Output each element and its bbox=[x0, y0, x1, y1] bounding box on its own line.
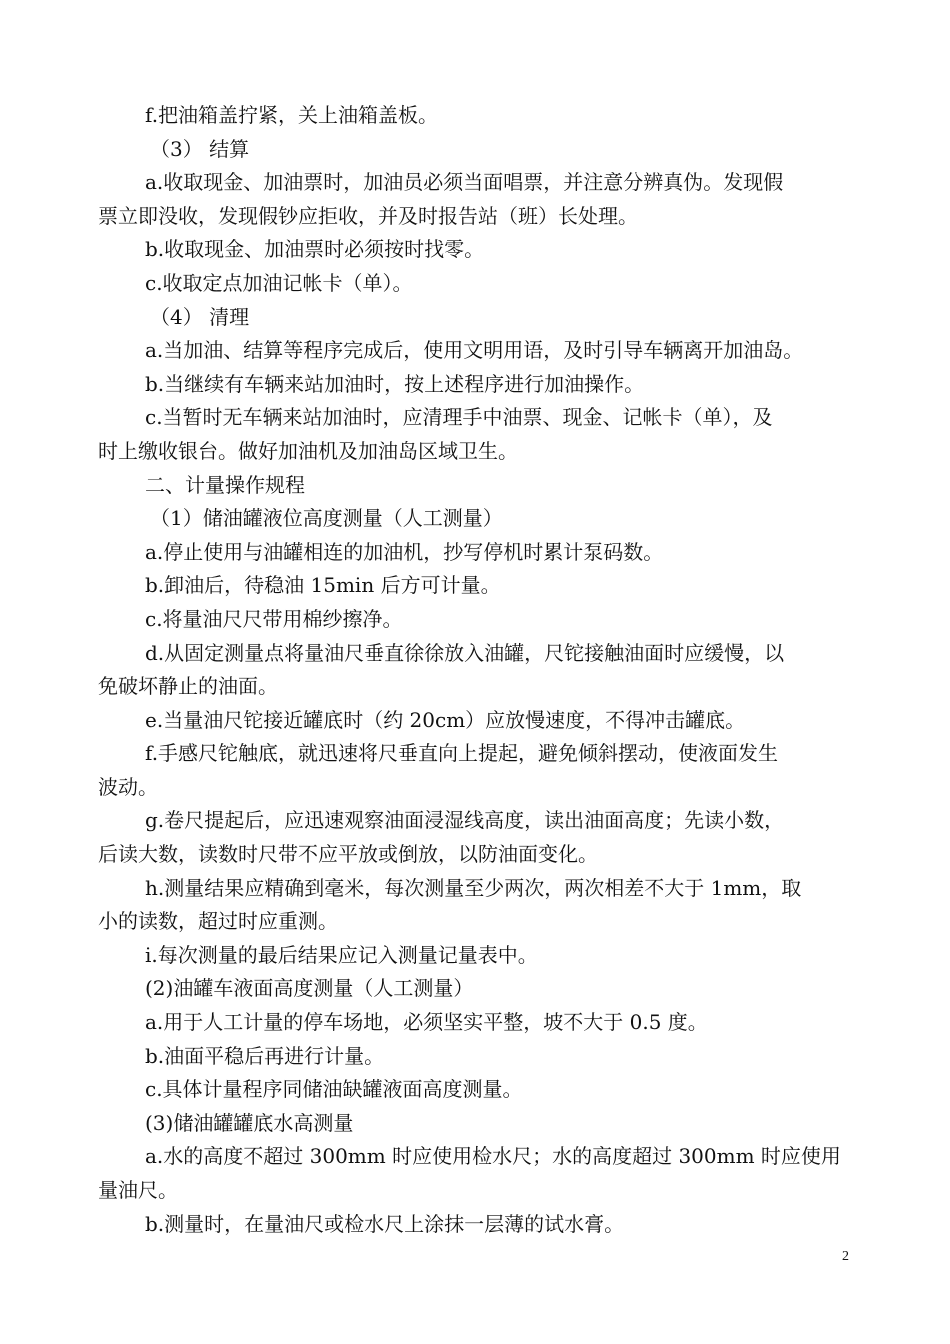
paragraph-line: d.从固定测量点将量油尺垂直徐徐放入油罐，尺铊接触油面时应缓慢，以 bbox=[145, 640, 785, 665]
paragraph-line: e.当量油尺铊接近罐底时（约 20cm）应放慢速度，不得冲击罐底。 bbox=[145, 707, 746, 732]
section-heading: (2)油罐车液面高度测量（人工测量） bbox=[145, 976, 474, 1001]
paragraph-line: 小的读数，超过时应重测。 bbox=[98, 909, 338, 934]
paragraph-line: b.卸油后，待稳油 15min 后方可计量。 bbox=[145, 573, 501, 598]
paragraph-line: 量油尺。 bbox=[98, 1178, 178, 1202]
paragraph-line: g.卷尺提起后，应迅速观察油面浸湿线高度，读出油面高度；先读小数， bbox=[145, 808, 785, 833]
paragraph-line: c.当暂时无车辆来站加油时，应清理手中油票、现金、记帐卡（单），及 bbox=[145, 405, 773, 430]
paragraph-line: a.当加油、结算等程序完成后，使用文明用语，及时引导车辆离开加油岛。 bbox=[145, 338, 804, 363]
section-heading: （1）储油罐液位高度测量（人工测量） bbox=[150, 506, 503, 531]
paragraph-line: 票立即没收，发现假钞应拒收，并及时报告站（班）长处理。 bbox=[98, 203, 638, 228]
paragraph-line: b.油面平稳后再进行计量。 bbox=[145, 1043, 385, 1068]
paragraph-line: f.手感尺铊触底，就迅速将尺垂直向上提起，避免倾斜摆动，使液面发生 bbox=[145, 741, 779, 766]
paragraph-line: a.收取现金、加油票时，加油员必须当面唱票，并注意分辨真伪。发现假 bbox=[145, 170, 784, 195]
paragraph-line: b.测量时，在量油尺或检水尺上涂抹一层薄的试水膏。 bbox=[145, 1211, 625, 1236]
paragraph-line: 时上缴收银台。做好加油机及加油岛区域卫生。 bbox=[98, 438, 518, 463]
page-number: 2 bbox=[842, 1249, 849, 1264]
paragraph-line: i.每次测量的最后结果应记入测量记量表中。 bbox=[145, 942, 538, 967]
paragraph-line: b.收取现金、加油票时必须按时找零。 bbox=[145, 237, 485, 262]
section-heading: (3)储油罐罐底水高测量 bbox=[145, 1110, 354, 1135]
paragraph-line: 后读大数，读数时尺带不应平放或倒放，以防油面变化。 bbox=[98, 842, 598, 867]
section-heading: 二、计量操作规程 bbox=[145, 472, 305, 497]
paragraph-line: a.停止使用与油罐相连的加油机，抄写停机时累计泵码数。 bbox=[145, 539, 664, 564]
paragraph-line: a.水的高度不超过 300mm 时应使用检水尺；水的高度超过 300mm 时应使用 bbox=[145, 1144, 841, 1169]
paragraph-line: a.用于人工计量的停车场地，必须坚实平整，坡不大于 0.5 度。 bbox=[145, 1010, 708, 1035]
paragraph-line: h.测量结果应精确到毫米，每次测量至少两次，两次相差不大于 1mm，取 bbox=[145, 875, 802, 900]
paragraph-line: f.把油箱盖拧紧，关上油箱盖板。 bbox=[145, 103, 439, 127]
section-heading: （4） 清理 bbox=[150, 304, 250, 329]
paragraph-line: c.收取定点加油记帐卡（单）。 bbox=[145, 270, 413, 295]
paragraph-line: b.当继续有车辆来站加油时，按上述程序进行加油操作。 bbox=[145, 371, 645, 396]
paragraph-line: c.将量油尺尺带用棉纱擦净。 bbox=[145, 606, 403, 631]
paragraph-line: 波动。 bbox=[98, 774, 158, 799]
section-heading: （3） 结算 bbox=[150, 136, 250, 161]
paragraph-line: c.具体计量程序同储油缺罐液面高度测量。 bbox=[145, 1077, 523, 1102]
paragraph-line: 免破坏静止的油面。 bbox=[98, 674, 278, 699]
document-body bbox=[98, 99, 850, 1241]
